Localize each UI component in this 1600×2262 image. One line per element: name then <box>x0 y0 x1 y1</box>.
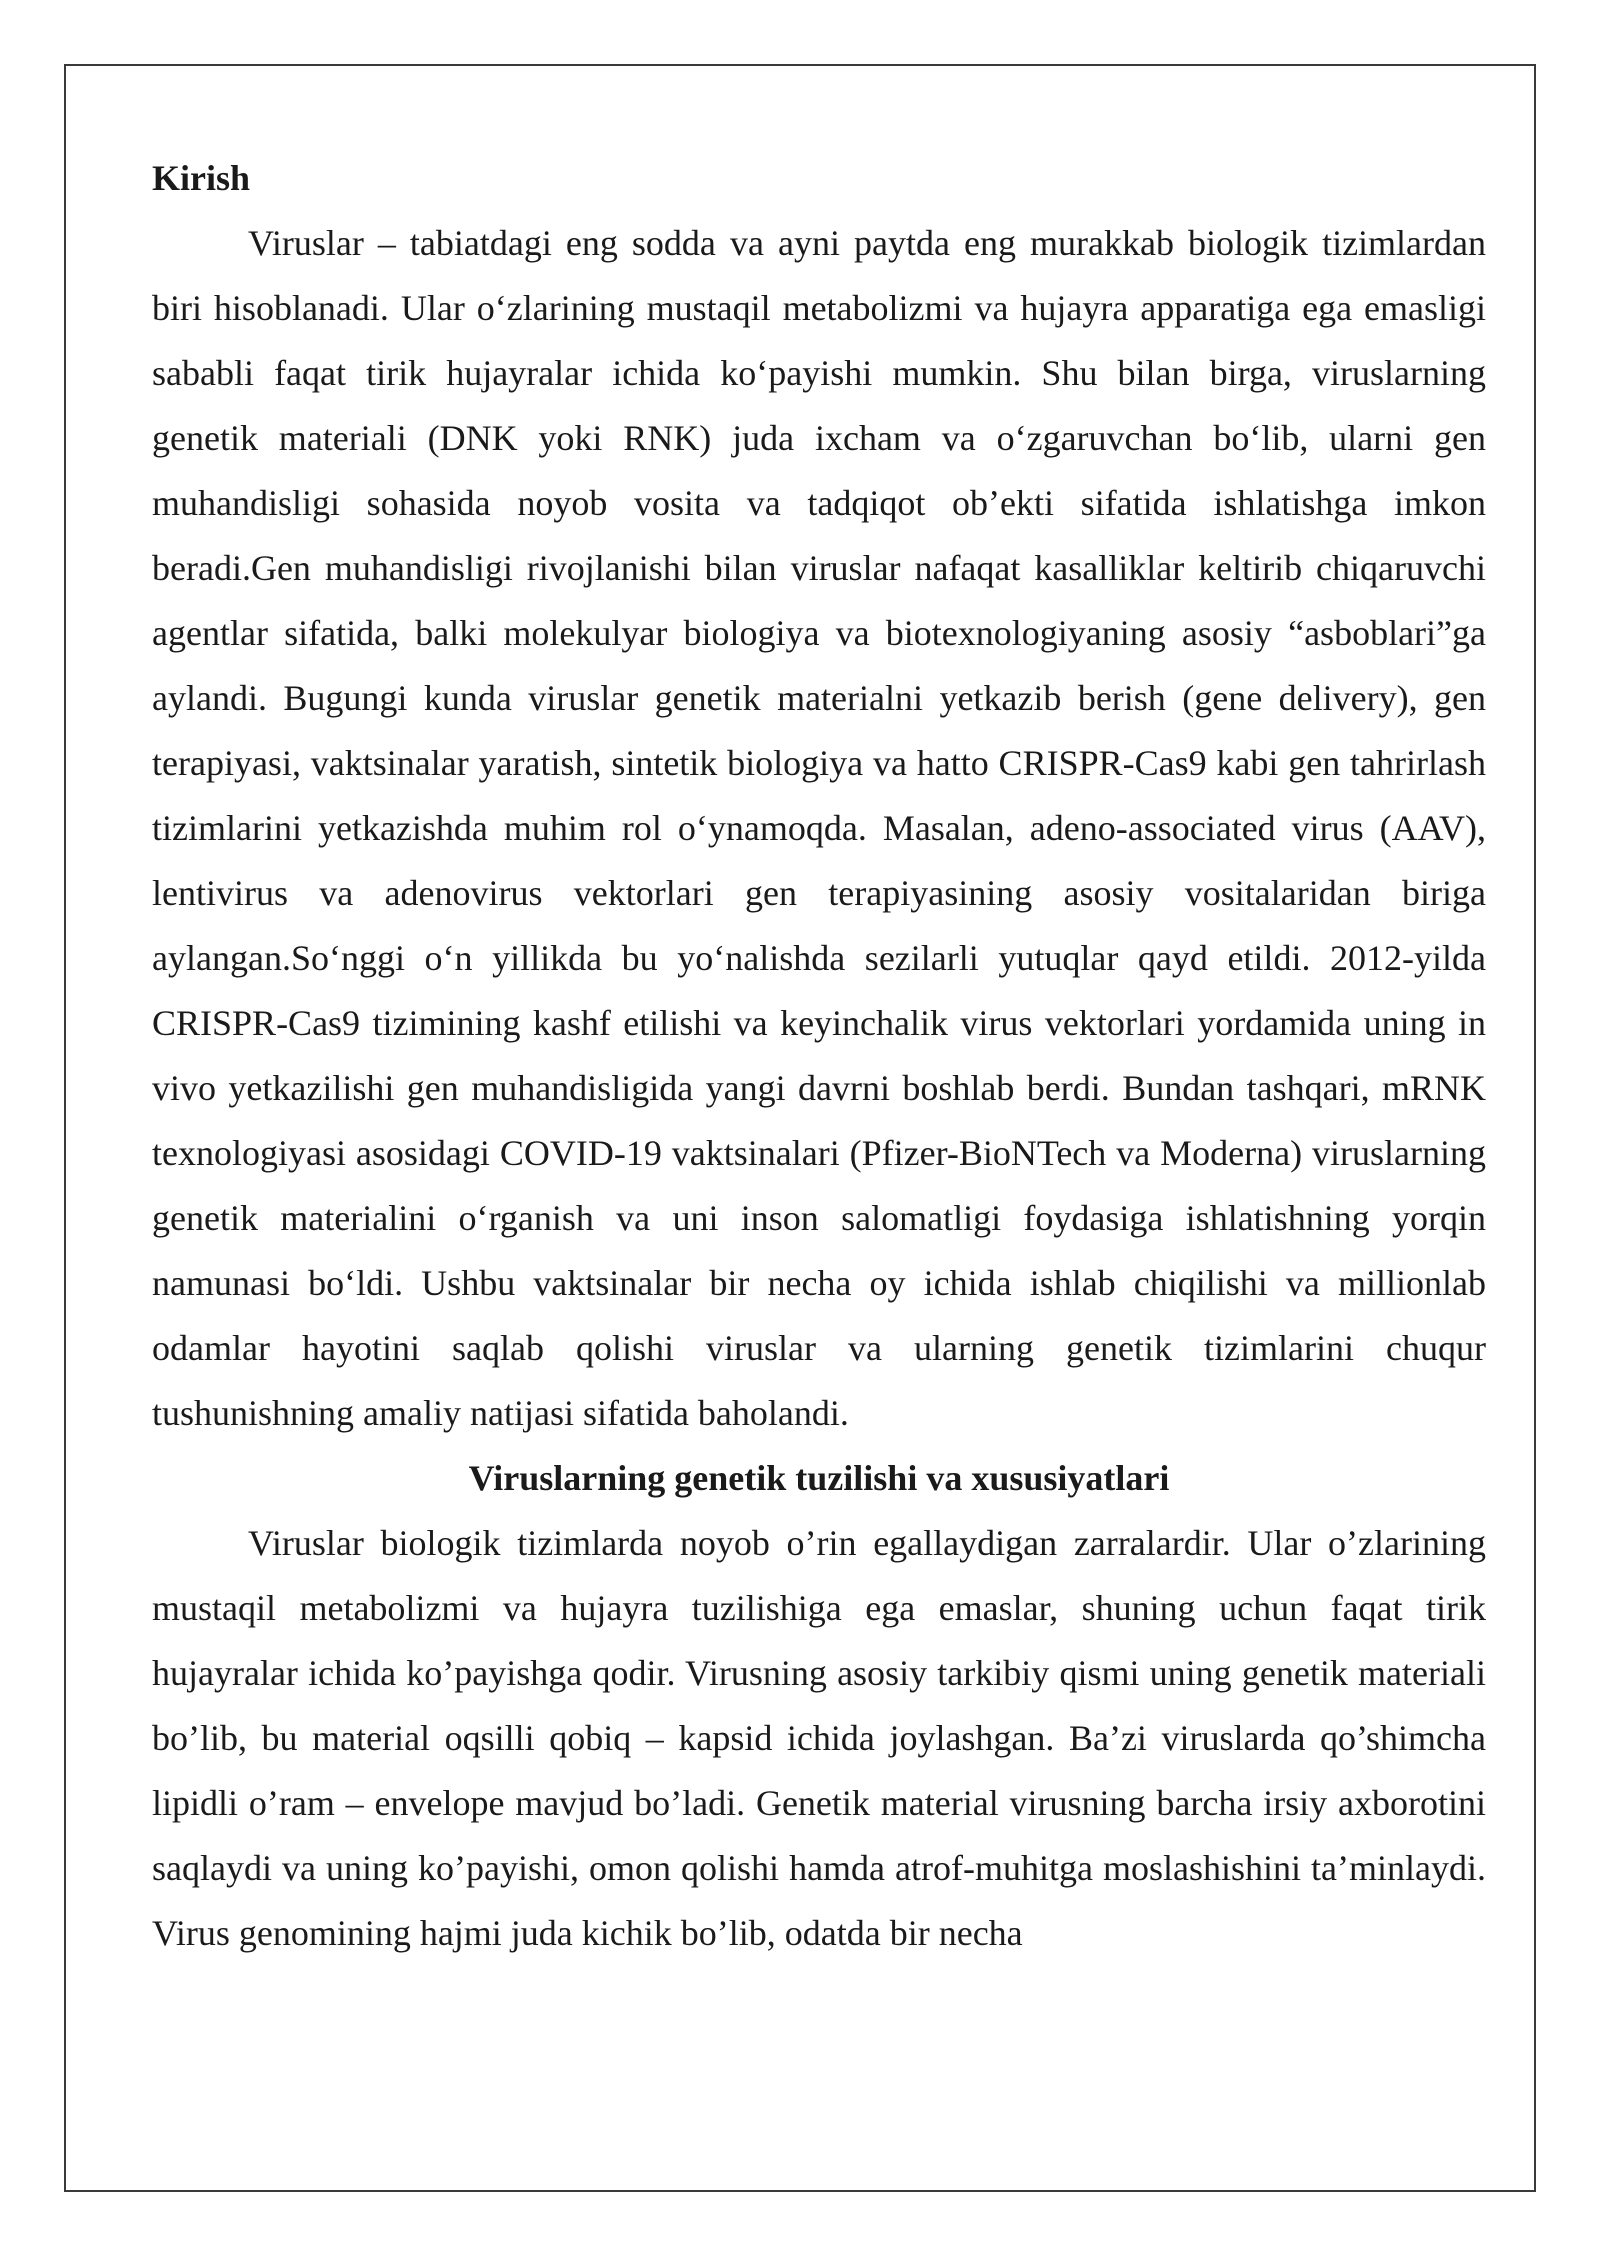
section-heading-genetic-structure: Viruslarning genetik tuzilishi va xususiyatlari <box>468 1458 1170 1498</box>
section-heading-kirish: Kirish <box>152 158 251 198</box>
genetic-structure-paragraph: Viruslar biologik tizimlarda noyob o’rin egallaydigan zarralardir. Ular o’zlarining mustaqil metabolizmi va hujayra tuzilishiga ega emaslar, shuning uchun faqat tirik hujayralar ichida ko’payishga qodir. Virusning asosiy tarkibiy qismi uning genetik materiali bo’lib, bu material oqsilli qobiq – kapsid ichida joylashgan. Ba’zi viruslarda qo’shimcha lipidli o’ram – envelope mavjud bo’ladi. Genetik material virusning barcha irsiy axborotini saqlaydi va uning ko’payishi, omon qolishi hamda atrof-muhitga moslashishini ta’minlaydi. Virus genomining hajmi juda kichik bo’lib, odatda bir necha <box>152 1523 1486 1953</box>
intro-paragraph: Viruslar – tabiatdagi eng sodda va ayni paytda eng murakkab biologik tizimlardan biri hisoblanadi. Ular oʻzlarining mustaqil metabolizmi va hujayra apparatiga ega emasligi sababli faqat tirik hujayralar ichida koʻpayishi mumkin. Shu bilan birga, viruslarning genetik materiali (DNK yoki RNK) juda ixcham va oʻzgaruvchan boʻlib, ularni gen muhandisligi sohasida noyob vosita va tadqiqot obʼekti sifatida ishlatishga imkon beradi.Gen muhandisligi rivojlanishi bilan viruslar nafaqat kasalliklar keltirib chiqaruvchi agentlar sifatida, balki molekulyar biologiya va biotexnologiyaning asosiy “asboblari”ga aylandi. Bugungi kunda viruslar genetik materialni yetkazib berish (gene delivery), gen terapiyasi, vaktsinalar yaratish, sintetik biologiya va hatto CRISPR-Cas9 kabi gen tahrirlash tizimlarini yetkazishda muhim rol oʻynamoqda. Masalan, adeno-associated virus (AAV), lentivirus va adenovirus vektorlari gen terapiyasining asosiy vositalaridan biriga aylangan.Soʻnggi oʻn yillikda bu yoʻnalishda sezilarli yutuqlar qayd etildi. 2012-yilda CRISPR-Cas9 tizimining kashf etilishi va keyinchalik virus vektorlari yordamida uning in vivo yetkazilishi gen muhandisligida yangi davrni boshlab berdi. Bundan tashqari, mRNK texnologiyasi asosidagi COVID-19 vaktsinalari (Pfizer-BioNTech va Moderna) viruslarning genetik materialini oʻrganish va uni inson salomatligi foydasiga ishlatishning yorqin namunasi boʻldi. Ushbu vaktsinalar bir necha oy ichida ishlab chiqilishi va millionlab odamlar hayotini saqlab qolishi viruslar va ularning genetik tizimlarini chuqur tushunishning amaliy natijasi sifatida baholandi. <box>152 223 1486 1433</box>
document-body <box>152 146 1486 1966</box>
